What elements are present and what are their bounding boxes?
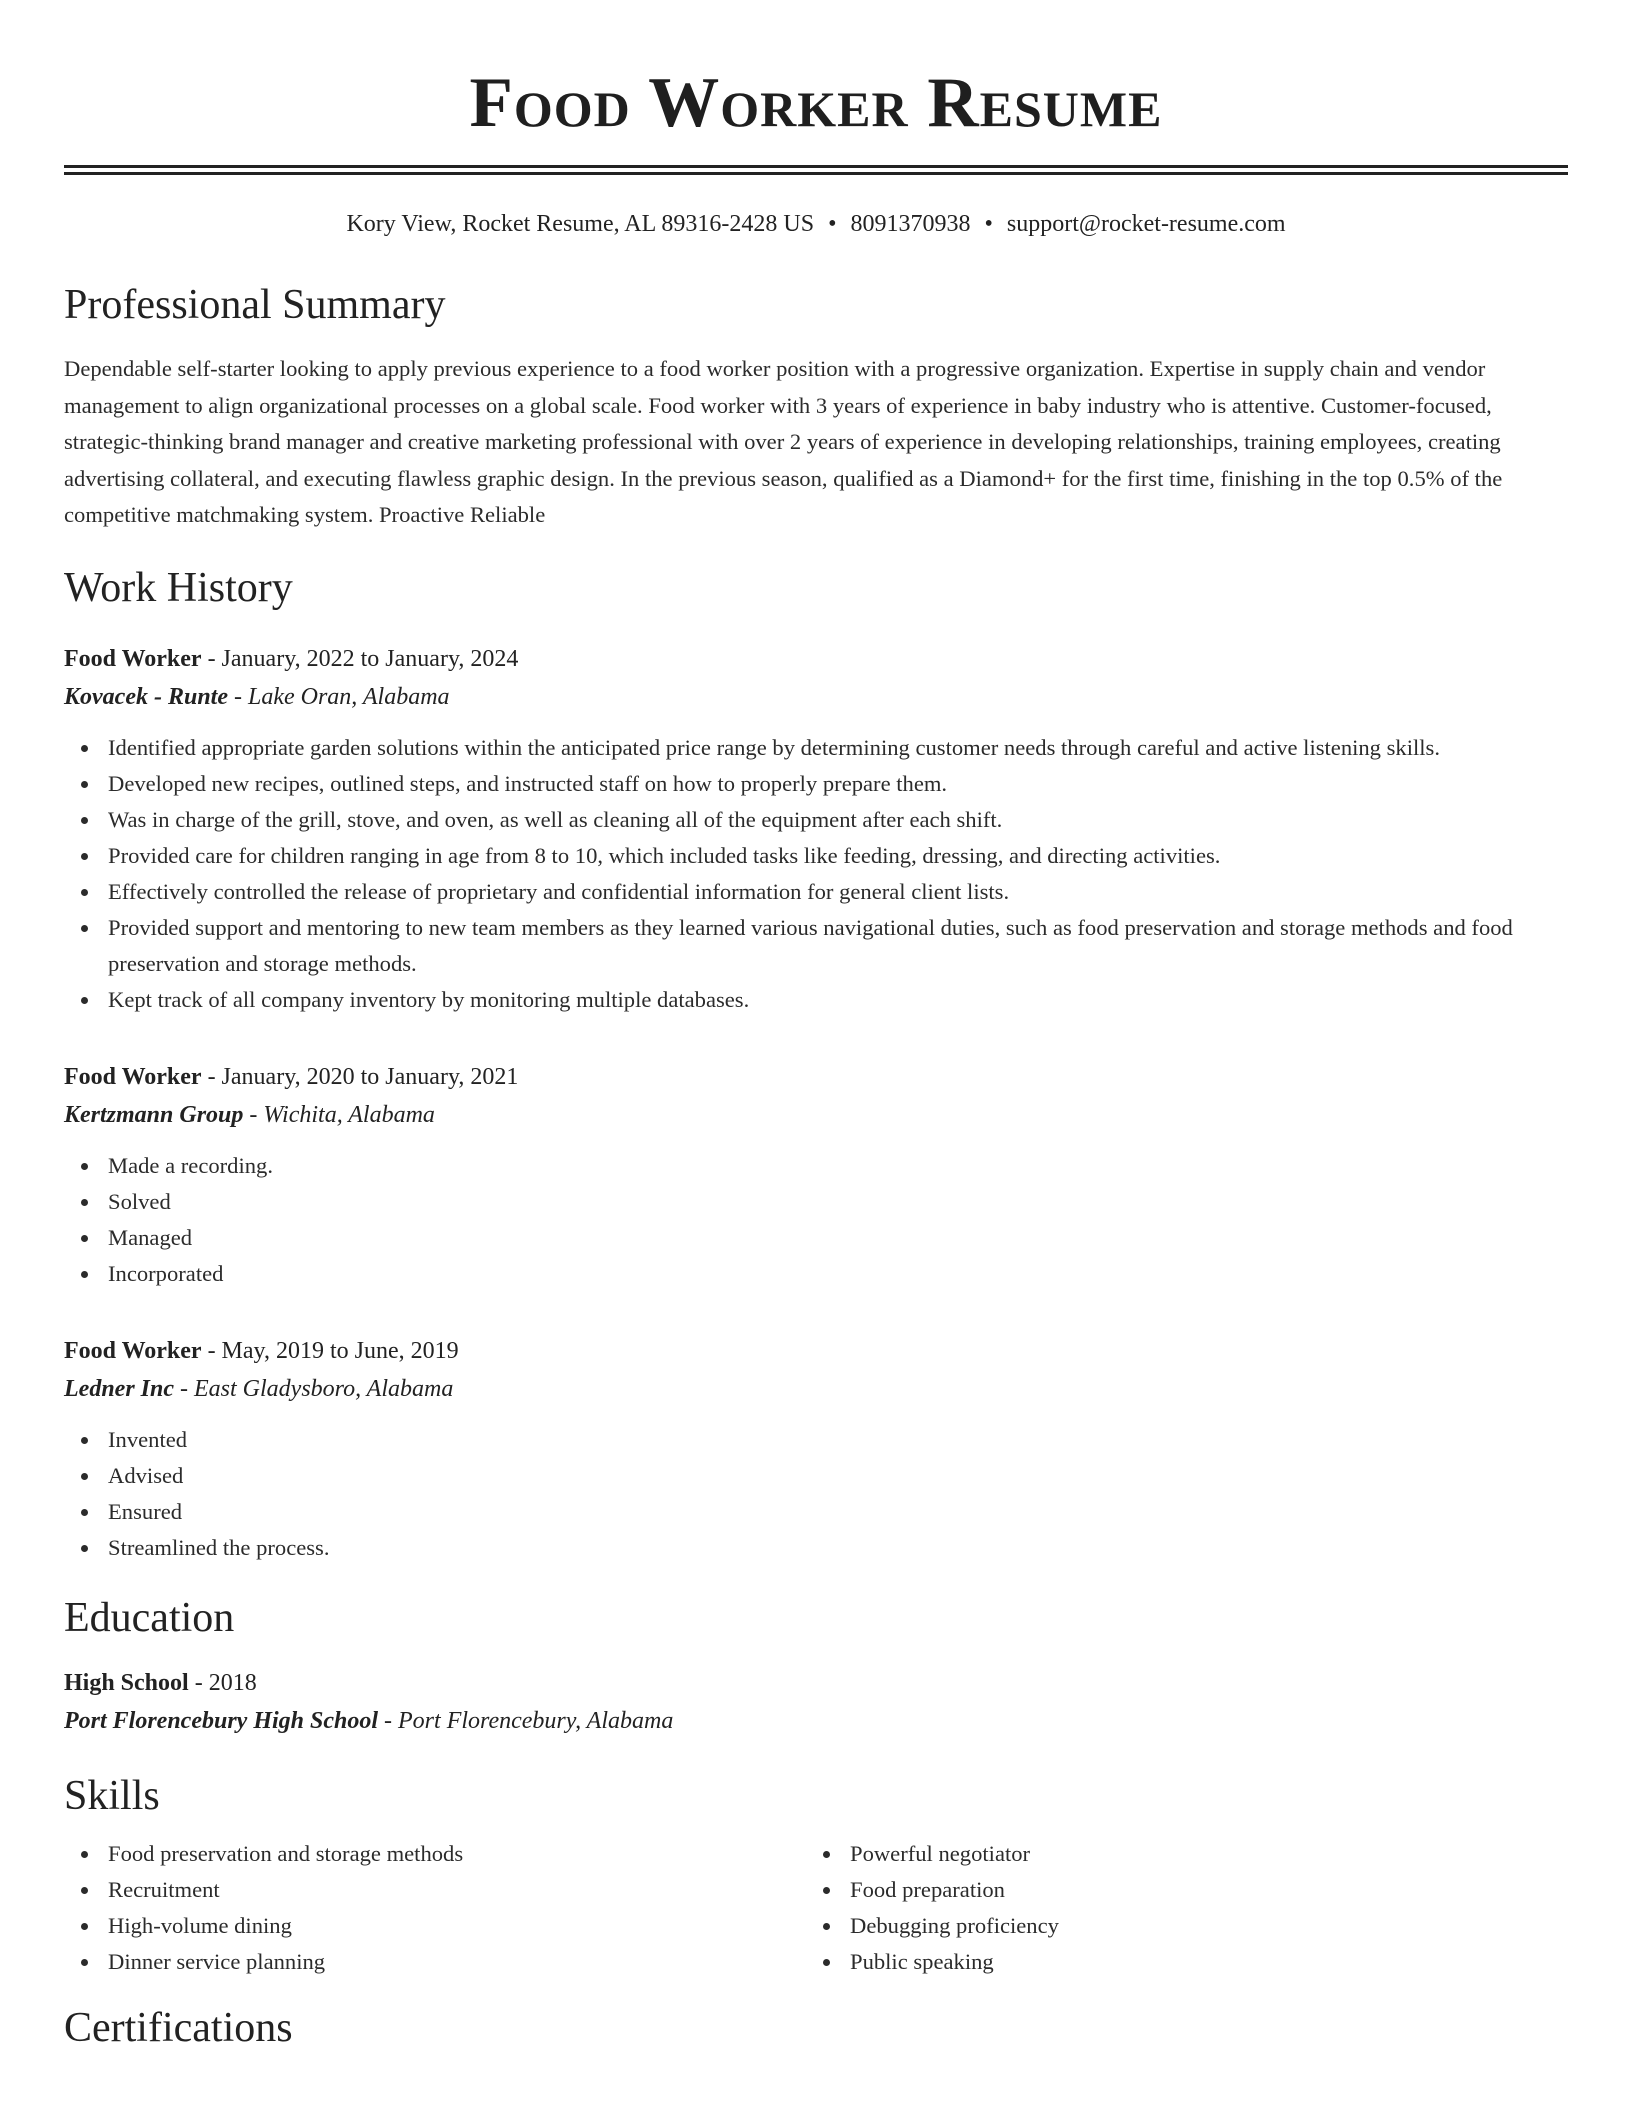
skill-item: Food preparation xyxy=(806,1872,1548,1908)
summary-heading: Professional Summary xyxy=(64,282,446,328)
job-duty: Provided support and mentoring to new team members as they learned various navigational duties, such as food preservation and storage methods and food preservation and storage methods. xyxy=(64,910,1568,982)
job-company-line xyxy=(64,678,1568,716)
job-title: Food Worker xyxy=(64,1337,202,1364)
job-duty: Incorporated xyxy=(64,1256,1568,1292)
education-location: - Port Florencebury, Alabama xyxy=(378,1707,674,1734)
skill-item: Powerful negotiator xyxy=(806,1836,1548,1872)
job-duty: Effectively controlled the release of proprietary and confidential information for general client lists. xyxy=(64,874,1568,910)
job-duty: Was in charge of the grill, stove, and oven, as well as cleaning all of the equipment after each shift. xyxy=(64,802,1568,838)
resume-title: Food Worker Resume xyxy=(469,64,1163,142)
contact-separator: • xyxy=(828,211,837,237)
job-dates: - January, 2020 to January, 2021 xyxy=(201,1063,519,1090)
contact-separator: • xyxy=(984,211,993,237)
education-heading: Education xyxy=(64,1594,235,1641)
education-degree-line xyxy=(64,1664,1568,1702)
education-year: - 2018 xyxy=(188,1669,257,1696)
skill-item: Recruitment xyxy=(64,1872,806,1908)
job-title-line xyxy=(64,640,1568,678)
job-duty: Invented xyxy=(64,1422,1568,1458)
job-company: Ledner Inc xyxy=(64,1375,174,1402)
skill-item: Dinner service planning xyxy=(64,1944,806,1980)
certifications-heading: Certifications xyxy=(64,2004,293,2051)
job-title: Food Worker xyxy=(64,645,202,672)
job-company: Kovacek - Runte xyxy=(64,683,228,710)
job-title-line xyxy=(64,1058,1568,1096)
job-title: Food Worker xyxy=(64,1063,202,1090)
job-entry xyxy=(64,1058,1568,1292)
work-history-heading: Work History xyxy=(64,564,293,611)
job-duty: Provided care for children ranging in age from 8 to 10, which included tasks like feeding, dressing, and directing activities. xyxy=(64,838,1568,874)
job-entry xyxy=(64,640,1568,1018)
skill-item: High-volume dining xyxy=(64,1908,806,1944)
contact-phone: 8091370938 xyxy=(850,211,971,237)
education-degree: High School xyxy=(64,1669,189,1696)
job-duty: Kept track of all company inventory by monitoring multiple databases. xyxy=(64,982,1568,1018)
job-duties-list xyxy=(64,730,1568,1018)
education-school: Port Florencebury High School xyxy=(64,1707,379,1734)
job-location: - Lake Oran, Alabama xyxy=(227,683,450,710)
skills-heading: Skills xyxy=(64,1772,160,1819)
job-entry xyxy=(64,1332,1568,1566)
title-double-rule xyxy=(64,165,1568,175)
job-location: - East Gladysboro, Alabama xyxy=(174,1375,454,1402)
education-school-line xyxy=(64,1702,1568,1740)
job-duty: Identified appropriate garden solutions within the anticipated price range by determining customer needs through careful and active listening skills. xyxy=(64,730,1568,766)
job-company-line xyxy=(64,1096,1568,1134)
skills-list-right xyxy=(806,1836,1548,1980)
job-location: - Wichita, Alabama xyxy=(243,1101,435,1128)
job-duty: Developed new recipes, outlined steps, and instructed staff on how to properly prepare them. xyxy=(64,766,1568,802)
job-title-line xyxy=(64,1332,1568,1370)
job-duty: Streamlined the process. xyxy=(64,1530,1568,1566)
job-duty: Ensured xyxy=(64,1494,1568,1530)
job-company-line xyxy=(64,1370,1568,1408)
resume-page xyxy=(64,0,1568,2054)
job-duty: Solved xyxy=(64,1184,1568,1220)
education-entry xyxy=(64,1664,1568,1740)
job-duty: Made a recording. xyxy=(64,1148,1568,1184)
job-duties-list xyxy=(64,1422,1568,1566)
skill-item: Public speaking xyxy=(806,1944,1548,1980)
contact-line xyxy=(64,209,1568,239)
skills-columns xyxy=(64,1836,1568,1980)
contact-address: Kory View, Rocket Resume, AL 89316-2428 US xyxy=(346,211,815,237)
job-duties-list xyxy=(64,1148,1568,1292)
job-dates: - May, 2019 to June, 2019 xyxy=(201,1337,459,1364)
job-company: Kertzmann Group xyxy=(64,1101,244,1128)
skill-item: Debugging proficiency xyxy=(806,1908,1548,1944)
contact-email: support@rocket-resume.com xyxy=(1006,211,1286,237)
job-duty: Advised xyxy=(64,1458,1568,1494)
summary-text: Dependable self-starter looking to apply previous experience to a food worker position with a progressive organization. Expertise in supply chain and vendor management to align organizational processes on a global scale. Food worker with 3 years of experience in baby industry who is attentive. Customer-focused, strategic-thinking brand manager and creative marketing professional with over 2 years of experience in developing relationships, training employees, creating advertising collateral, and executing flawless graphic design. In the previous season, qualified as a Diamond+ for the first time, finishing in the top 0.5% of the competitive matchmaking system. Proactive Reliable xyxy=(64,356,1503,527)
skills-list-left xyxy=(64,1836,806,1980)
job-duty: Managed xyxy=(64,1220,1568,1256)
job-dates: - January, 2022 to January, 2024 xyxy=(201,645,519,672)
skill-item: Food preservation and storage methods xyxy=(64,1836,806,1872)
